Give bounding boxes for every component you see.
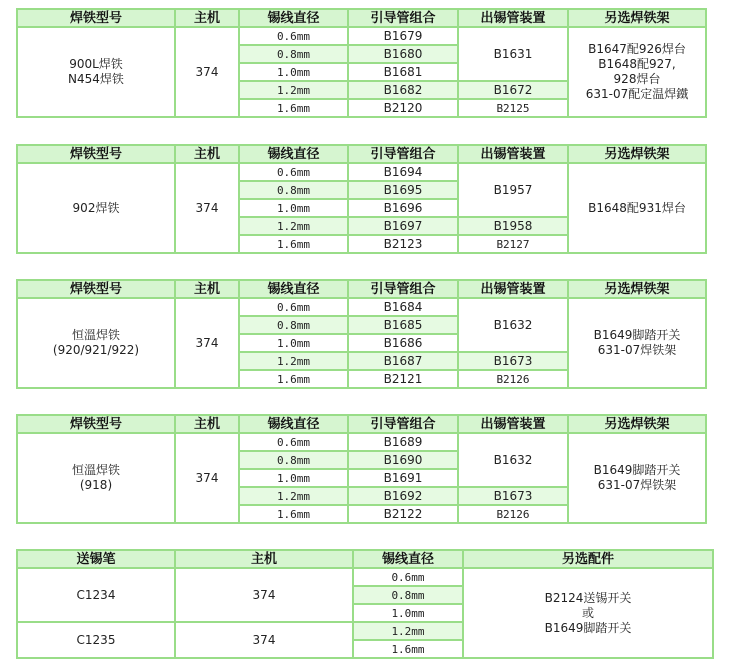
guide-cell: B2123 bbox=[349, 236, 457, 252]
diameter-cell: 0.8mm bbox=[354, 587, 462, 603]
guide-cell: B1690 bbox=[349, 452, 457, 468]
diameter-cell: 1.6mm bbox=[240, 506, 347, 522]
header-stand: 另选焊铁架 bbox=[569, 10, 705, 26]
header-guide: 引导管组合 bbox=[349, 281, 457, 297]
outlet-cell: B1632 bbox=[459, 434, 567, 486]
stand-cell: B1649脚踏开关 631-07焊铁架 bbox=[569, 434, 705, 522]
header-host: 主机 bbox=[176, 551, 352, 567]
pen-cell: C1235 bbox=[18, 623, 174, 657]
model-cell: 902焊铁 bbox=[18, 164, 174, 252]
guide-cell: B1681 bbox=[349, 64, 457, 80]
host-cell: 374 bbox=[176, 299, 238, 387]
header-host: 主机 bbox=[176, 146, 238, 162]
diameter-cell: 1.2mm bbox=[240, 353, 347, 369]
diameter-cell: 1.2mm bbox=[240, 488, 347, 504]
header-model: 焊铁型号 bbox=[18, 146, 174, 162]
header-stand: 另选焊铁架 bbox=[569, 281, 705, 297]
outlet-cell: B1957 bbox=[459, 164, 567, 216]
guide-cell: B2120 bbox=[349, 100, 457, 116]
iron-table-2 bbox=[16, 144, 707, 254]
outlet-cell: B1672 bbox=[459, 82, 567, 98]
diameter-cell: 1.6mm bbox=[240, 371, 347, 387]
guide-cell: B1684 bbox=[349, 299, 457, 315]
model-cell: 恒溫焊铁 (918) bbox=[18, 434, 174, 522]
diameter-cell: 0.6mm bbox=[240, 299, 347, 315]
outlet-cell: B1958 bbox=[459, 218, 567, 234]
guide-cell: B1694 bbox=[349, 164, 457, 180]
guide-cell: B1686 bbox=[349, 335, 457, 351]
diameter-cell: 1.0mm bbox=[240, 335, 347, 351]
guide-cell: B1685 bbox=[349, 317, 457, 333]
diameter-cell: 0.6mm bbox=[240, 28, 347, 44]
host-cell: 374 bbox=[176, 434, 238, 522]
header-outlet: 出锡管装置 bbox=[459, 146, 567, 162]
header-diameter: 锡线直径 bbox=[240, 281, 347, 297]
diameter-cell: 1.6mm bbox=[240, 236, 347, 252]
iron-table-1 bbox=[16, 8, 707, 118]
diameter-cell: 0.8mm bbox=[240, 182, 347, 198]
outlet-cell: B1673 bbox=[459, 488, 567, 504]
diameter-cell: 1.0mm bbox=[240, 200, 347, 216]
diameter-cell: 0.8mm bbox=[240, 317, 347, 333]
header-outlet: 出锡管装置 bbox=[459, 416, 567, 432]
iron-table-4 bbox=[16, 414, 707, 524]
guide-cell: B2122 bbox=[349, 506, 457, 522]
iron-table-3 bbox=[16, 279, 707, 389]
outlet-cell: B1632 bbox=[459, 299, 567, 351]
diameter-cell: 0.8mm bbox=[240, 46, 347, 62]
diameter-cell: 1.6mm bbox=[240, 100, 347, 116]
header-guide: 引导管组合 bbox=[349, 416, 457, 432]
header-model: 焊铁型号 bbox=[18, 281, 174, 297]
diameter-cell: 1.6mm bbox=[354, 641, 462, 657]
header-stand: 另选焊铁架 bbox=[569, 146, 705, 162]
guide-cell: B1680 bbox=[349, 46, 457, 62]
guide-cell: B1695 bbox=[349, 182, 457, 198]
diameter-cell: 1.0mm bbox=[240, 470, 347, 486]
model-cell: 恒溫焊铁 (920/921/922) bbox=[18, 299, 174, 387]
outlet-cell: B2126 bbox=[459, 371, 567, 387]
guide-cell: B1697 bbox=[349, 218, 457, 234]
diameter-cell: 0.6mm bbox=[240, 434, 347, 450]
header-stand: 另选焊铁架 bbox=[569, 416, 705, 432]
host-cell: 374 bbox=[176, 28, 238, 116]
diameter-cell: 1.2mm bbox=[240, 82, 347, 98]
outlet-cell: B2126 bbox=[459, 506, 567, 522]
header-model: 焊铁型号 bbox=[18, 10, 174, 26]
header-outlet: 出锡管装置 bbox=[459, 10, 567, 26]
diameter-cell: 1.0mm bbox=[354, 605, 462, 621]
header-host: 主机 bbox=[176, 281, 238, 297]
guide-cell: B1682 bbox=[349, 82, 457, 98]
guide-cell: B1696 bbox=[349, 200, 457, 216]
diameter-cell: 0.8mm bbox=[240, 452, 347, 468]
pen-cell: C1234 bbox=[18, 569, 174, 621]
model-cell: 900L焊铁 N454焊铁 bbox=[18, 28, 174, 116]
host-cell: 374 bbox=[176, 164, 238, 252]
feeder-table bbox=[16, 549, 714, 659]
guide-cell: B2121 bbox=[349, 371, 457, 387]
diameter-cell: 0.6mm bbox=[240, 164, 347, 180]
header-diameter: 锡线直径 bbox=[240, 416, 347, 432]
outlet-cell: B2125 bbox=[459, 100, 567, 116]
header-pen: 送锡笔 bbox=[18, 551, 174, 567]
header-guide: 引导管组合 bbox=[349, 146, 457, 162]
stand-cell: B1648配931焊台 bbox=[569, 164, 705, 252]
diameter-cell: 1.2mm bbox=[240, 218, 347, 234]
stand-cell: B1647配926焊台 B1648配927, 928焊台 631-07配定温焊鐵 bbox=[569, 28, 705, 116]
outlet-cell: B1673 bbox=[459, 353, 567, 369]
guide-cell: B1687 bbox=[349, 353, 457, 369]
outlet-cell: B2127 bbox=[459, 236, 567, 252]
diameter-cell: 1.2mm bbox=[354, 623, 462, 639]
diameter-cell: 1.0mm bbox=[240, 64, 347, 80]
header-diameter: 锡线直径 bbox=[240, 146, 347, 162]
header-diameter: 锡线直径 bbox=[354, 551, 462, 567]
guide-cell: B1692 bbox=[349, 488, 457, 504]
guide-cell: B1689 bbox=[349, 434, 457, 450]
diameter-cell: 0.6mm bbox=[354, 569, 462, 585]
header-diameter: 锡线直径 bbox=[240, 10, 347, 26]
header-accessory: 另选配件 bbox=[464, 551, 712, 567]
guide-cell: B1691 bbox=[349, 470, 457, 486]
stand-cell: B1649脚踏开关 631-07焊铁架 bbox=[569, 299, 705, 387]
header-outlet: 出锡管装置 bbox=[459, 281, 567, 297]
host-cell: 374 bbox=[176, 569, 352, 621]
accessory-cell: B2124送锡开关 或 B1649脚踏开关 bbox=[464, 569, 712, 657]
header-host: 主机 bbox=[176, 416, 238, 432]
header-model: 焊铁型号 bbox=[18, 416, 174, 432]
outlet-cell: B1631 bbox=[459, 28, 567, 80]
header-host: 主机 bbox=[176, 10, 238, 26]
header-guide: 引导管组合 bbox=[349, 10, 457, 26]
guide-cell: B1679 bbox=[349, 28, 457, 44]
host-cell: 374 bbox=[176, 623, 352, 657]
